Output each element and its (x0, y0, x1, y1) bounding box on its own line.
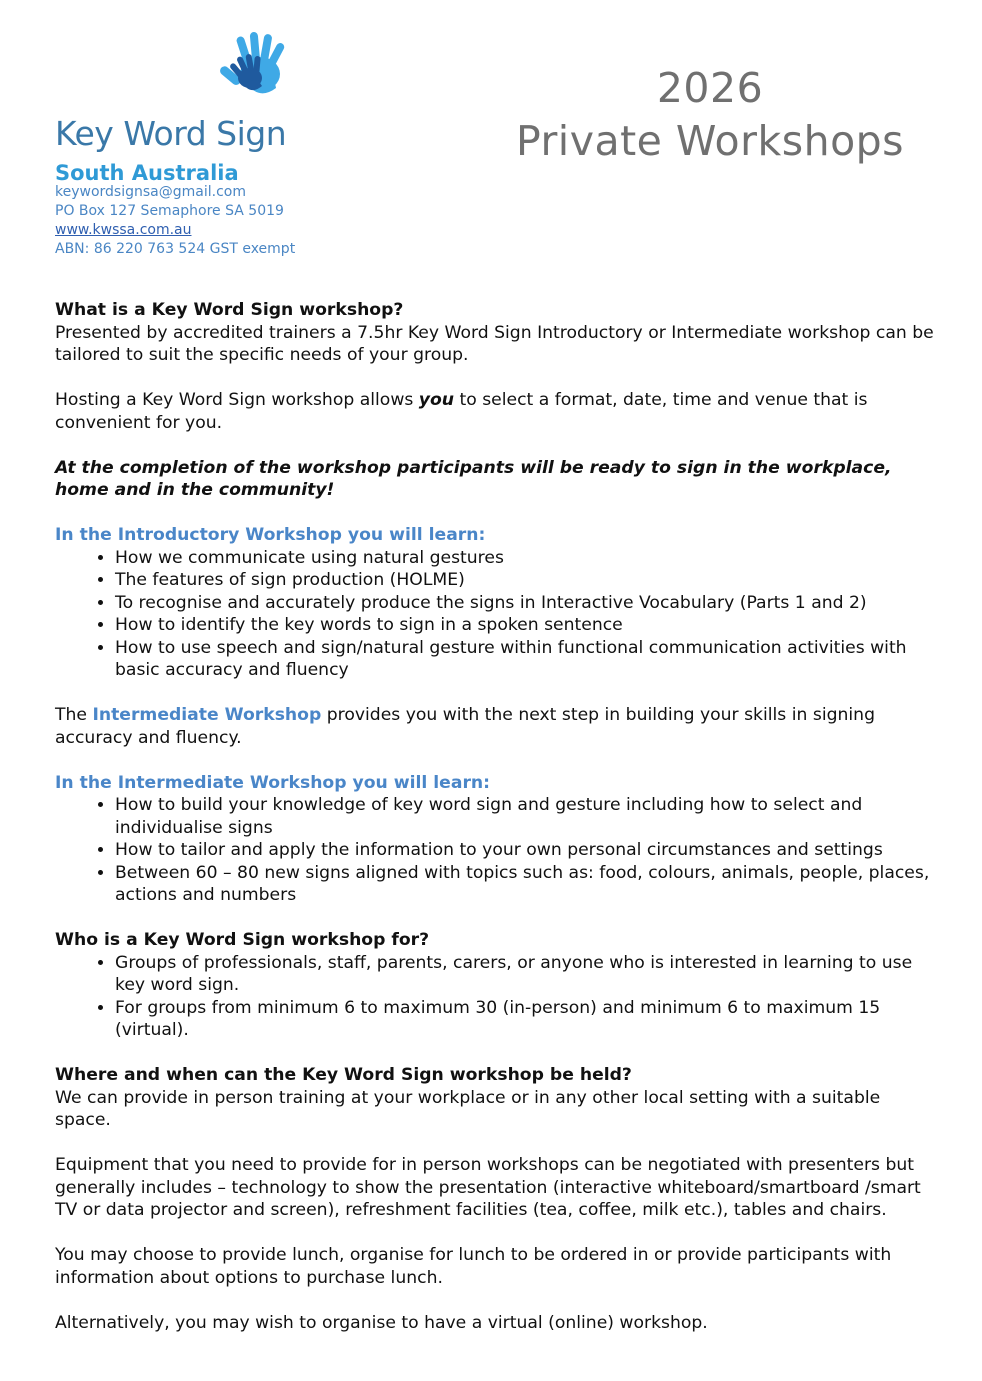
hands-logo-icon (220, 30, 298, 102)
hosting-text-after: to select a format, date, time and venue that is convenient for you. (55, 390, 868, 433)
hosting-paragraph (55, 389, 935, 434)
list-item: • To recognise and accurately produce the signs in Interactive Vocabulary (Parts 1 and 2) (115, 592, 935, 615)
website-link[interactable]: www.kwssa.com.au (55, 222, 192, 238)
intermediate-intro-before: The (55, 705, 93, 725)
page-title (470, 62, 950, 168)
intermediate-intro-paragraph (55, 704, 935, 749)
intro-heading: What is a Key Word Sign workshop? (55, 300, 404, 320)
where-heading: Where and when can the Key Word Sign workshop be held? (55, 1065, 632, 1085)
introductory-heading: In the Introductory Workshop you will learn: (55, 525, 486, 545)
where-paragraph-2: Equipment that you need to provide for in person workshops can be negotiated with presenters but generally includes – technology to show the presentation (interactive whiteboard/smartboard /smart TV or data projector and screen), refreshment facilities (tea, coffee, milk etc.), tables and chairs. (55, 1155, 921, 1220)
email-link[interactable]: keywordsignsa@gmail.com (55, 184, 246, 200)
list-item: • Groups of professionals, staff, parents, carers, or anyone who is interested in learning to use key word sign. (115, 952, 935, 997)
intro-paragraph: Presented by accredited trainers a 7.5hr Key Word Sign Introductory or Intermediate workshop can be tailored to suit the specific needs of your group. (55, 322, 934, 365)
intermediate-list (55, 794, 935, 907)
document-body (55, 299, 935, 1357)
where-paragraph-1: We can provide in person training at your workplace or in any other local setting with a suitable space. (55, 1087, 881, 1130)
list-item: • For groups from minimum 6 to maximum 30 (in-person) and minimum 6 to maximum 15 (virtual). (115, 997, 935, 1042)
who-list (55, 952, 935, 1042)
abn: ABN: 86 220 763 524 GST exempt (55, 241, 296, 257)
where-paragraph-4: Alternatively, you may wish to organise to have a virtual (online) workshop. (55, 1312, 708, 1333)
list-item: • How to identify the key words to sign in a spoken sentence (115, 614, 935, 637)
list-item: • The features of sign production (HOLME) (115, 569, 935, 592)
introductory-list (55, 547, 935, 682)
intermediate-intro-after: provides you with the next step in building your skills in signing accuracy and fluency. (55, 705, 875, 748)
list-item: • How to use speech and sign/natural gesture within functional communication activities with basic accuracy and fluency (115, 637, 935, 682)
title-text: Private Workshops (515, 117, 905, 165)
list-item: • How to tailor and apply the information to your own personal circumstances and settings (115, 839, 935, 862)
who-heading: Who is a Key Word Sign workshop for? (55, 930, 430, 950)
title-year: 2026 (656, 64, 764, 112)
address: PO Box 127 Semaphore SA 5019 (55, 203, 284, 219)
list-item: • Between 60 – 80 new signs aligned with topics such as: food, colours, animals, people, places, actions and numbers (115, 862, 935, 907)
org-name: Key Word Sign (55, 114, 287, 153)
list-item: • How to build your knowledge of key word sign and gesture including how to select and individualise signs (115, 794, 935, 839)
completion-statement: At the completion of the workshop participants will be ready to sign in the workplace, home and in the community! (55, 457, 892, 500)
hosting-text-before: Hosting a Key Word Sign workshop allows (55, 390, 419, 410)
org-region: South Australia (55, 161, 239, 185)
intermediate-workshop-highlight: Intermediate Workshop (92, 705, 322, 725)
intermediate-heading: In the Intermediate Workshop you will learn: (55, 772, 491, 793)
where-paragraph-3: You may choose to provide lunch, organise for lunch to be ordered in or provide participants with information about options to purchase lunch. (55, 1245, 892, 1288)
hosting-emphasis: you (418, 390, 455, 410)
list-item: • How we communicate using natural gestures (115, 547, 935, 570)
contact-block (55, 183, 295, 259)
